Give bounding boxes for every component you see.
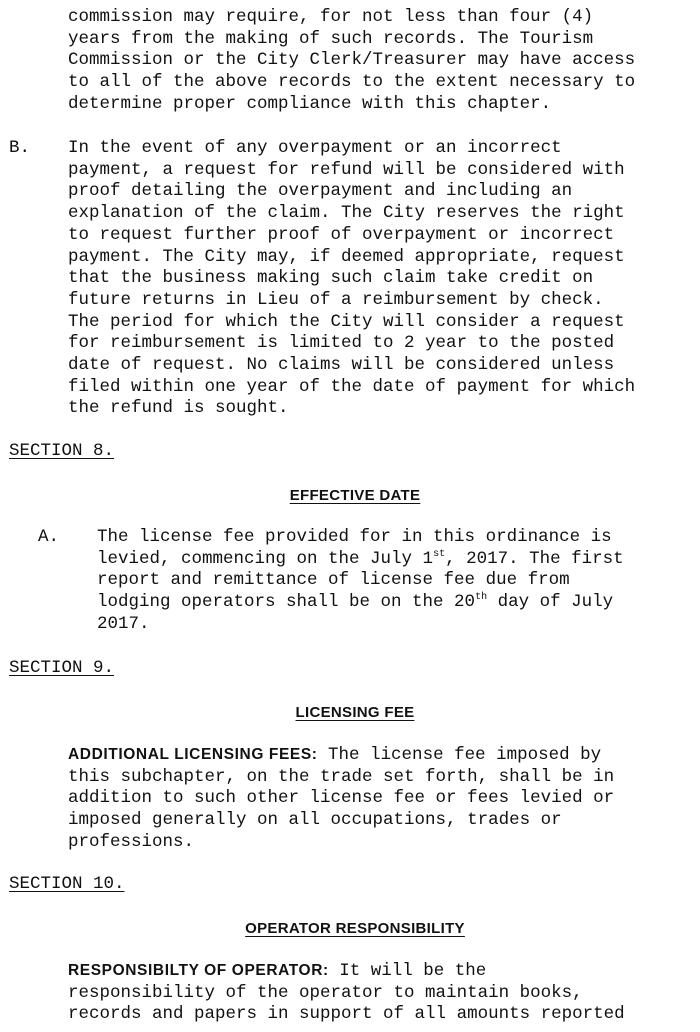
text-line: responsibility of the operator to maintain books, xyxy=(68,982,583,1003)
text-line: proof detailing the overpayment and including an xyxy=(68,181,573,202)
text-fragment: levied, commencing on the July 1 xyxy=(97,548,434,569)
text-line xyxy=(68,745,601,765)
text-line: to all of the above records to the extent necessary to xyxy=(68,72,636,93)
text-line xyxy=(68,961,486,981)
text-line: to request further proof of overpayment or incorrect xyxy=(68,224,615,245)
text-fragment: lodging operators shall be on the 20 xyxy=(97,592,476,613)
text-line: years from the making of such records. The Tourism xyxy=(68,28,594,49)
text-line: explanation of the claim. The City reserves the right xyxy=(68,203,625,224)
text-line: 2017. xyxy=(97,613,150,634)
section-8-item-a-marker: A. xyxy=(38,527,60,547)
text-fragment: day of July xyxy=(487,592,614,613)
lead-in-title: ADDITIONAL LICENSING FEES: xyxy=(68,746,318,763)
text-line: determine proper compliance with this chapter. xyxy=(68,93,552,114)
lead-in-title: RESPONSIBILTY OF OPERATOR: xyxy=(68,962,329,979)
section-10-paragraph xyxy=(68,960,625,1026)
text-line: The license fee provided for in this ordinance is xyxy=(97,527,612,547)
text-line: the refund is sought. xyxy=(68,398,289,419)
item-b-marker: B. xyxy=(9,138,31,158)
text-line: payment. The City may, if deemed appropriate, request xyxy=(68,246,625,267)
text-line: future returns in Lieu of a reimbursement by check. xyxy=(68,289,604,310)
superscript: st xyxy=(433,548,446,560)
text-line: report and remittance of license fee due from xyxy=(97,570,570,591)
section-9-heading: LICENSING FEE xyxy=(295,704,415,721)
text-line: imposed generally on all occupations, trades or xyxy=(68,810,562,831)
text-line: professions. xyxy=(68,831,195,852)
section-10-heading: OPERATOR RESPONSIBILITY xyxy=(245,920,465,937)
text-line: The period for which the City will consider a request xyxy=(68,311,625,332)
section-9-paragraph xyxy=(68,744,614,854)
superscript: th xyxy=(475,592,488,604)
text-line: Commission or the City Clerk/Treasurer may have access xyxy=(68,50,636,71)
text-line xyxy=(97,592,613,612)
text-line xyxy=(97,549,624,569)
text-line: filed within one year of the date of payment for which xyxy=(68,376,636,397)
section-8-label: SECTION 8. xyxy=(9,441,115,461)
text-line: commission may require, for not less than four (4) xyxy=(68,7,594,27)
text-line: this subchapter, on the trade set forth, shall be in xyxy=(68,766,615,787)
section-10-label: SECTION 10. xyxy=(9,874,125,894)
intro-paragraph xyxy=(68,7,635,116)
text-fragment: , 2017. The first xyxy=(445,548,624,569)
text-line: payment, a request for refund will be considered with xyxy=(68,159,625,180)
section-9-label: SECTION 9. xyxy=(9,658,115,678)
text-line: In the event of any overpayment or an incorrect xyxy=(68,138,562,158)
text-fragment: The license fee imposed by xyxy=(317,745,602,765)
text-line: addition to such other license fee or fees levied or xyxy=(68,788,615,809)
text-line: for reimbursement is limited to 2 year to the posted xyxy=(68,333,615,354)
section-8-heading: EFFECTIVE DATE xyxy=(289,487,421,504)
text-line: that the business making such claim take credit on xyxy=(68,268,594,289)
item-b-paragraph xyxy=(68,138,635,420)
section-8-item-a-paragraph xyxy=(97,527,624,636)
text-line: records and papers in support of all amounts reported xyxy=(68,1004,625,1025)
text-fragment: It will be the xyxy=(328,961,487,981)
text-line: date of request. No claims will be considered unless xyxy=(68,355,615,376)
